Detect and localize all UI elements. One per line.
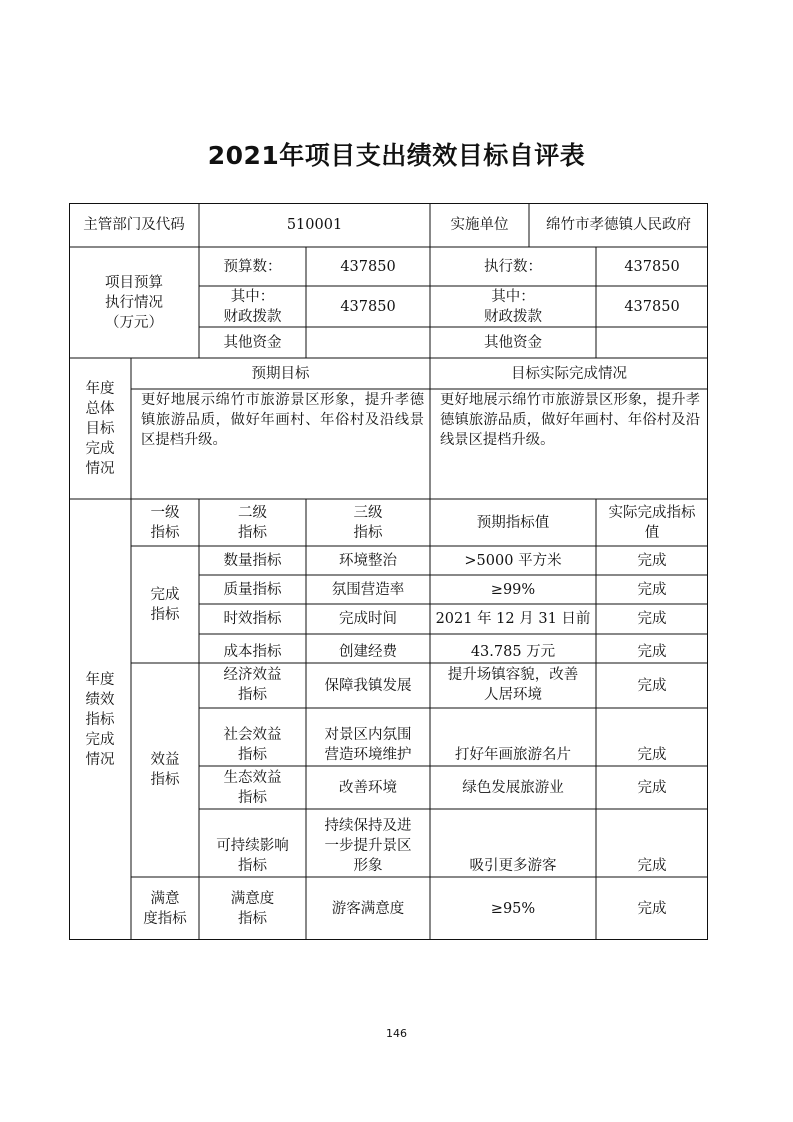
col-level1-header: 一级 指标	[150, 504, 180, 541]
indicators-section-label: 年度 绩效 指标 完成 情况	[85, 671, 115, 768]
fiscal-label: 其中： 财政拨款	[223, 288, 282, 325]
indicator-level2: 质量指标	[223, 581, 282, 598]
dept-label: 主管部门及代码	[83, 217, 185, 233]
goals-section-label: 年度 总体 目标 完成 情况	[85, 380, 115, 477]
indicator-expected: 提升场镇容貌，改善 人居环境	[447, 667, 579, 703]
actual-goal-text: 更好地展示绵竹市旅游景区形象，提升孝德镇旅游品质，做好年画村、年俗村及沿线景区提档升级。	[440, 392, 700, 448]
indicator-expected: 打好年画旅游名片	[455, 747, 571, 763]
other-exec-label: 其他资金	[484, 334, 542, 351]
group-benefit-label: 效益 指标	[150, 752, 180, 788]
indicator-expected: >5000 平方米	[464, 552, 562, 569]
indicator-actual: 完成	[637, 747, 667, 763]
indicator-actual: 完成	[637, 552, 667, 569]
indicator-actual: 完成	[637, 779, 667, 796]
budget-section-label: 项目预算 执行情况 （万元）	[105, 274, 163, 331]
unit-value: 绵竹市孝德镇人民政府	[546, 217, 691, 233]
indicator-level2: 满意度 指标	[230, 890, 275, 927]
fiscal-exec: 437850	[624, 298, 680, 315]
indicator-level2: 成本指标	[223, 644, 282, 660]
other-budget	[306, 327, 430, 358]
indicator-level3: 游客满意度	[331, 900, 405, 917]
dept-code: 510001	[286, 217, 343, 233]
indicator-expected: 2021 年 12 月 31 日前	[435, 611, 591, 627]
indicator-actual: 完成	[637, 644, 667, 660]
col-level2-header: 二级 指标	[238, 504, 267, 541]
indicator-level3: 创建经费	[339, 644, 397, 660]
fiscal-budget: 437850	[340, 298, 396, 315]
indicator-level2: 经济效益 指标	[223, 667, 282, 703]
exec-value: 437850	[624, 258, 680, 275]
indicator-level2: 可持续影响 指标	[216, 838, 289, 874]
indicator-expected: ≥99%	[490, 581, 536, 598]
unit-label: 实施单位	[450, 217, 509, 233]
indicator-expected: ≥95%	[490, 900, 536, 917]
expected-goal-header: 预期目标	[251, 365, 310, 382]
indicator-level2: 社会效益 指标	[223, 727, 282, 763]
indicator-level2: 数量指标	[223, 552, 282, 569]
other-exec	[596, 327, 708, 358]
other-label: 其他资金	[223, 334, 282, 351]
indicator-level3: 保障我镇发展	[324, 677, 412, 694]
actual-goal-header: 目标实际完成情况	[511, 365, 627, 382]
indicator-actual: 完成	[637, 581, 667, 598]
page-title: 2021年项目支出绩效目标自评表	[207, 141, 586, 170]
page-number: 146	[386, 1027, 407, 1040]
indicator-actual: 完成	[637, 611, 667, 627]
exec-label: 执行数：	[484, 258, 542, 275]
col-expected-header: 预期指标值	[476, 514, 550, 531]
expected-goal-text: 更好地展示绵竹市旅游景区形象，提升孝德镇旅游品质，做好年画村、年俗村及沿线景区提档升级。	[141, 392, 424, 448]
fiscal-exec-label: 其中： 财政拨款	[484, 288, 542, 325]
group-satisfaction-label: 满意 度指标	[143, 890, 187, 927]
indicator-actual: 完成	[637, 677, 667, 694]
budget-value: 437850	[340, 258, 396, 275]
budget-label: 预算数：	[223, 258, 282, 275]
indicator-level3: 改善环境	[339, 779, 397, 796]
indicator-actual: 完成	[637, 900, 667, 917]
performance-table	[69, 203, 708, 940]
indicator-expected: 吸引更多游客	[469, 858, 557, 874]
indicator-actual: 完成	[637, 858, 667, 874]
indicator-level3: 完成时间	[339, 611, 397, 627]
group-completion-label: 完成 指标	[150, 586, 180, 623]
col-level3-header: 三级 指标	[353, 504, 383, 541]
indicator-level3: 持续保持及进 一步提升景区 形象	[324, 818, 412, 874]
indicator-expected: 43.785 万元	[470, 644, 556, 660]
indicator-level3: 氛围营造率	[331, 581, 405, 598]
indicator-level2: 生态效益 指标	[223, 769, 282, 806]
col-actual-header: 实际完成指标 值	[608, 504, 696, 541]
indicator-expected: 绿色发展旅游业	[462, 779, 564, 796]
indicator-level2: 时效指标	[223, 611, 282, 627]
indicator-level3: 环境整治	[339, 552, 397, 569]
indicator-level3: 对景区内氛围 营造环境维护	[324, 727, 412, 763]
